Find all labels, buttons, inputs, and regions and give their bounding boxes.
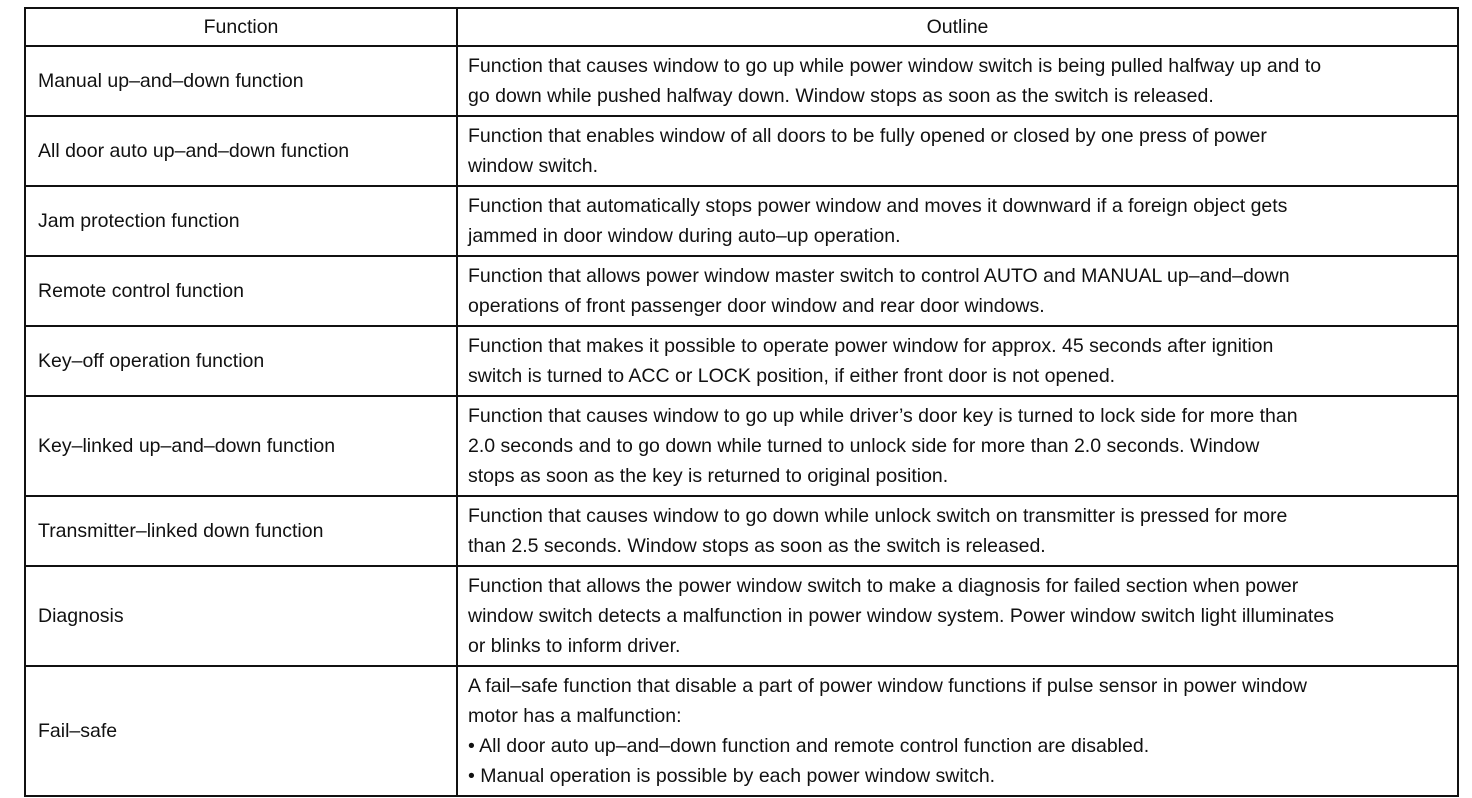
function-cell: Diagnosis	[25, 566, 457, 666]
table-row	[25, 326, 1458, 396]
outline-line: 2.0 seconds and to go down while turned to unlock side for more than 2.0 seconds. Window	[468, 435, 1260, 457]
bullet-item: • All door auto up–and–down function and remote control function are disabled.	[468, 735, 1150, 757]
outline-line: Function that causes window to go up while driver’s door key is turned to lock side for more than	[468, 405, 1298, 427]
outline-cell	[457, 116, 1458, 186]
outline-line: switch is turned to ACC or LOCK position, if either front door is not opened.	[468, 365, 1116, 387]
header-outline: Outline	[457, 8, 1458, 46]
function-cell: Key–linked up–and–down function	[25, 396, 457, 496]
outline-line: than 2.5 seconds. Window stops as soon as the switch is released.	[468, 535, 1046, 557]
function-cell: All door auto up–and–down function	[25, 116, 457, 186]
function-cell: Fail–safe	[25, 666, 457, 796]
outline-line: Function that enables window of all doors to be fully opened or closed by one press of power	[468, 125, 1267, 147]
outline-line: operations of front passenger door window and rear door windows.	[468, 295, 1045, 317]
outline-line: motor has a malfunction:	[468, 705, 682, 727]
header-row	[25, 8, 1458, 46]
table-row	[25, 396, 1458, 496]
power-window-function-table	[24, 7, 1457, 797]
outline-line: window switch.	[468, 155, 599, 177]
table-body	[25, 46, 1458, 796]
table-row	[25, 116, 1458, 186]
outline-line: jammed in door window during auto–up operation.	[468, 225, 901, 247]
outline-cell	[457, 326, 1458, 396]
outline-line: Function that causes window to go up while power window switch is being pulled halfway up and to	[468, 55, 1322, 77]
outline-cell	[457, 666, 1458, 796]
outline-line: stops as soon as the key is returned to original position.	[468, 465, 949, 487]
outline-line: Function that allows power window master switch to control AUTO and MANUAL up–and–down	[468, 265, 1290, 287]
table-row	[25, 496, 1458, 566]
outline-cell	[457, 566, 1458, 666]
outline-cell	[457, 496, 1458, 566]
table-row	[25, 666, 1458, 796]
outline-line: A fail–safe function that disable a part of power window functions if pulse sensor in power window	[468, 675, 1307, 697]
outline-line: or blinks to inform driver.	[468, 635, 681, 657]
outline-cell	[457, 46, 1458, 116]
header-function: Function	[25, 8, 457, 46]
outline-line: window switch detects a malfunction in power window system. Power window switch light illuminates	[468, 605, 1334, 627]
outline-line: Function that makes it possible to operate power window for approx. 45 seconds after ignition	[468, 335, 1274, 357]
function-cell: Manual up–and–down function	[25, 46, 457, 116]
outline-line: Function that allows the power window switch to make a diagnosis for failed section when power	[468, 575, 1299, 597]
function-outline-table	[24, 7, 1459, 797]
outline-cell	[457, 186, 1458, 256]
outline-line: Function that causes window to go down while unlock switch on transmitter is pressed for more	[468, 505, 1288, 527]
bullet-item: • Manual operation is possible by each power window switch.	[468, 765, 996, 787]
outline-line: go down while pushed halfway down. Window stops as soon as the switch is released.	[468, 85, 1214, 107]
function-cell: Key–off operation function	[25, 326, 457, 396]
outline-cell	[457, 256, 1458, 326]
table-row	[25, 46, 1458, 116]
outline-line: Function that automatically stops power window and moves it downward if a foreign object gets	[468, 195, 1288, 217]
function-cell: Jam protection function	[25, 186, 457, 256]
outline-cell	[457, 396, 1458, 496]
table-row	[25, 186, 1458, 256]
function-cell: Remote control function	[25, 256, 457, 326]
table-row	[25, 256, 1458, 326]
function-cell: Transmitter–linked down function	[25, 496, 457, 566]
table-row	[25, 566, 1458, 666]
